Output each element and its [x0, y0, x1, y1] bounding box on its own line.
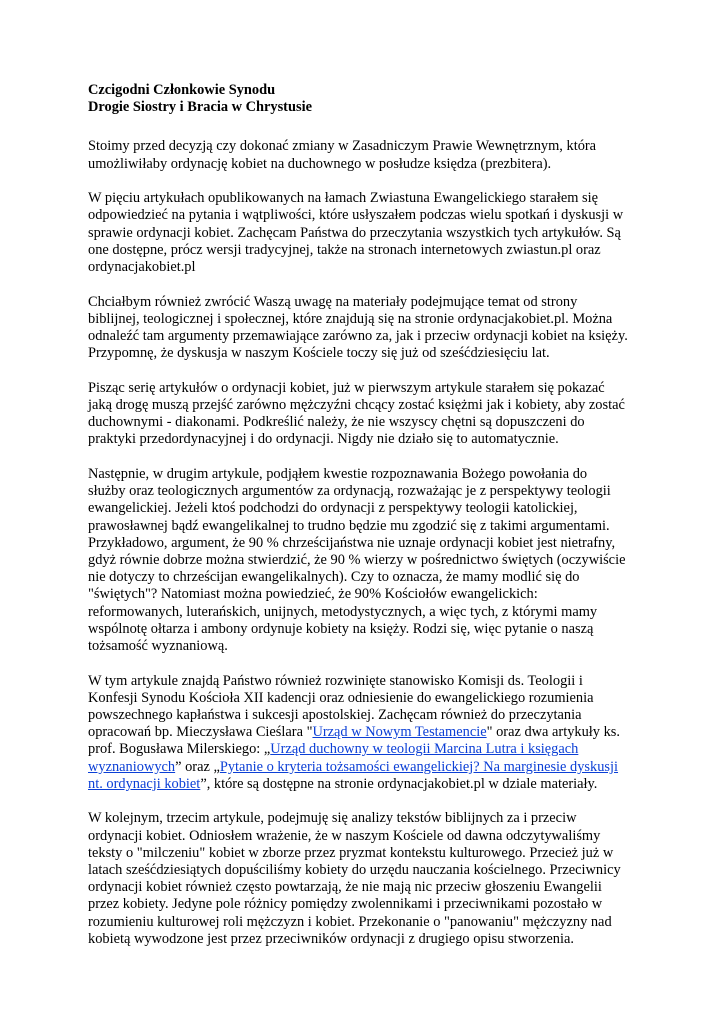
paragraph-4: Pisząc serię artykułów o ordynacji kobiet, już w pierwszym artykule starałem się pokazać jaką drogę muszą przejść zarówno mężczyźni chcący zostać księżmi jak i kobiety, aby zostać duchownymi - diakonami. Podkreślić należy, że nie wszyscy chętni są dopuszczeni do praktyki przedordynacyjnej i do ordynacji. Nigdy nie działo się to automatycznie. — [88, 379, 625, 448]
document-page — [88, 82, 636, 965]
salutation-line-2: Drogie Siostry i Bracia w Chrystusie — [88, 99, 312, 116]
paragraph-6 — [88, 673, 636, 793]
link-urzad-w-nowym-testamencie[interactable]: Urząd w Nowym Testamencie — [312, 724, 487, 741]
link-pytanie-o-kryteria[interactable]: Pytanie o kryteria tożsamości ewangelickiej? Na marginesie dyskusji nt. ordynacji kobiet — [88, 758, 619, 792]
paragraph-3: Chciałbym również zwrócić Waszą uwagę na materiały podejmujące temat od strony biblijnej, teologicznej i społecznej, które znajdują się na stronie ordynacjakobiet.pl. Można odnaleźć tam argumenty przemawiające zarówno za, jak i przeciw ordynacji kobiet na księży. Przypomnę, że dyskusja w naszym Kościele toczy się już od sześćdziesięciu lat. — [88, 293, 628, 362]
paragraph-5: Następnie, w drugim artykule, podjąłem kwestie rozpoznawania Bożego powołania do służby oraz teologicznych argumentów za ordynacją, rozważając je z perspektywy teologii ewangelickiej. Jeżeli ktoś podchodzi do ordynacji z perspektywy teologii katolickiej, prawosławnej bądź ewangelikalnej to trudno będzie mu zgodzić się z takimi argumentami. Przykładowo, argument, że 90 % chrześcijaństwa nie uznaje ordynacji kobiet jest nietrafny, gdyż równie dobrze można stwierdzić, że 90 % wierzy w pośrednictwo świętych (oczywiście nie dotyczy to chrześcijan ewangelikalnych). Czy to oznacza, że mamy modlić się do "świętych"? Natomiast można powiedzieć, że 90% Kościołów ewangelickich: reformowanych, luterańskich, unijnych, metodystycznych, a więc tych, z którymi mamy wspólnotę ołtarza i ambony ordynuje kobiety na księży. Rodzi się, więc pytanie o naszą tożsamość wyznaniową. — [88, 466, 626, 655]
paragraph-6-text-b: " oraz dwa artykuły ks. prof. Bogusława Milerskiego: „ — [88, 724, 620, 758]
paragraph-6-text-d: ”, które są dostępne na stronie ordynacjakobiet.pl w dziale materiały. — [200, 775, 598, 792]
salutation — [88, 82, 636, 116]
paragraph-7: W kolejnym, trzecim artykule, podejmuję się analizy tekstów biblijnych za i przeciw ordynacji kobiet. Odniosłem wrażenie, że w naszym Kościele od dawna odczytywaliśmy teksty o "milczeniu" kobiet w zborze przez pryzmat kontekstu kulturowego. Przecież już w latach sześćdziesiątych dopuściliśmy kobiety do urzędu nauczania kościelnego. Przeciwnicy ordynacji kobiet również często powtarzają, że nie mają nic przeciw głoszeniu Ewangelii przez kobiety. Jedyne pole różnicy pomiędzy zwolennikami i przeciwnikami pozostało w rozumieniu kulturowej roli mężczyzn i kobiet. Przekonanie o "panowaniu" mężczyzny nad kobietą wywodzone jest przez przeciwników ordynacji z drugiego opisu stworzenia. — [88, 810, 621, 947]
paragraph-6-text-c: ” oraz „ — [175, 758, 220, 775]
link-urzad-duchowny-luter[interactable]: Urząd duchowny w teologii Marcina Lutra i księgach wyznaniowych — [88, 741, 579, 775]
salutation-line-1: Czcigodni Członkowie Synodu — [88, 82, 276, 98]
paragraph-6-text-a: W tym artykule znajdą Państwo również rozwinięte stanowisko Komisji ds. Teologii i Konfesji Synodu Kościoła XII kadencji oraz odniesienie do ewangelickiego rozumienia powszechnego kapłaństwa i sukcesji apostolskiej. Zachęcam również do przeczytania opracowań bp. Mieczysława Cieślara " — [88, 672, 594, 741]
paragraph-2: W pięciu artykułach opublikowanych na łamach Zwiastuna Ewangelickiego starałem się odpowiedzieć na pytania i wątpliwości, które usłyszałem podczas wielu spotkań i dyskusji w sprawie ordynacji kobiet. Zachęcam Państwa do przeczytania wszystkich tych artykułów. Są one dostępne, prócz wersji tradycyjnej, także na stronach internetowych zwiastun.pl oraz ordynacjakobiet.pl — [88, 190, 624, 276]
paragraph-1: Stoimy przed decyzją czy dokonać zmiany w Zasadniczym Prawie Wewnętrznym, która umożliwiłaby ordynację kobiet na duchownego w posłudze księdza (prezbitera). — [88, 138, 597, 172]
